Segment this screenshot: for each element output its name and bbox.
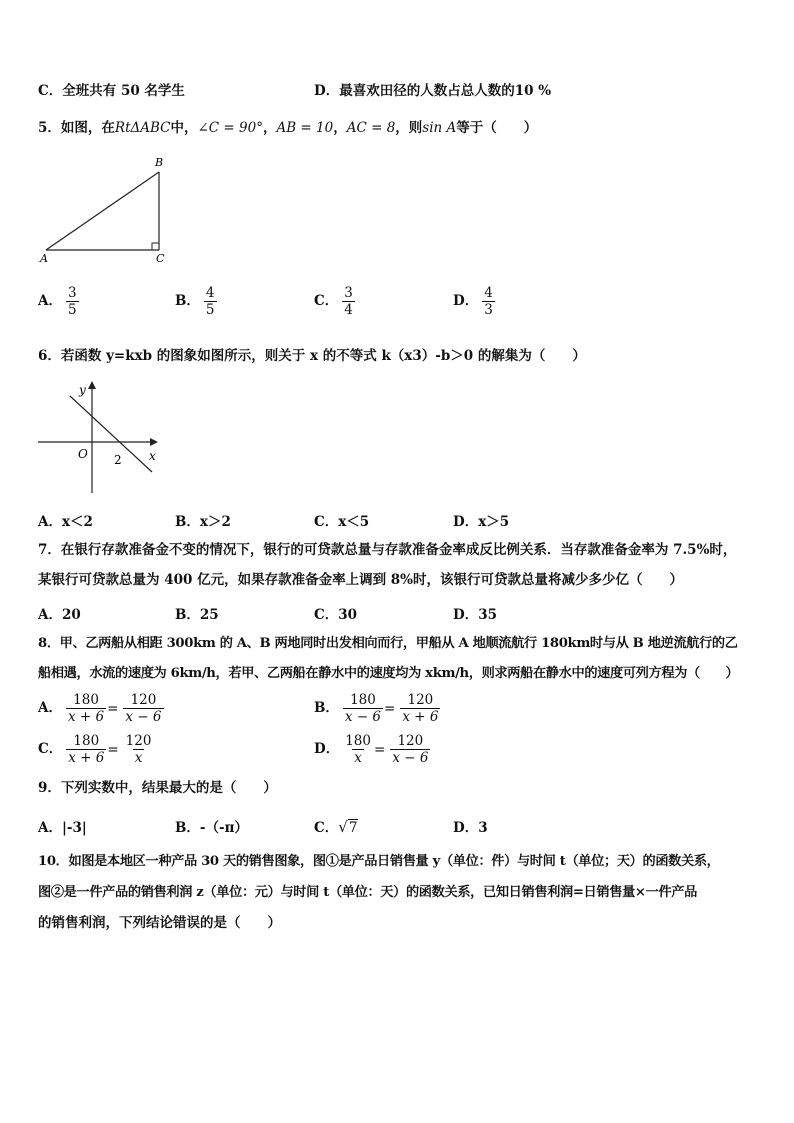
label-c: C (156, 252, 165, 265)
q8-option-c: C． $\frac{180}{x + 6}$ = $\frac{120}{x}$ (38, 733, 152, 766)
q10-line-1: 10．如图是本地区一种产品 30 天的销售图象，图①是产品日销售量 y（单位：件）与时间 t（单位；天）的函数关系， (38, 854, 720, 869)
label-2: 2 (114, 453, 122, 467)
fraction: $\frac{3}{5}$ (67, 285, 77, 318)
q7-line-2: 某银行可贷款总量为 400 亿元，如果存款准备金率上调到 8%时，该银行可贷款总量将减少多少亿（ ） (38, 572, 683, 588)
right-angle-mark (152, 243, 159, 250)
q5-triangle-figure (30, 155, 180, 265)
fraction-left: $\frac{180}{x + 6}$ (67, 692, 105, 725)
y-axis-arrow (88, 381, 96, 389)
q5-option-c: C． $\frac{3}{4}$ (314, 285, 353, 318)
q5-option-b: B． $\frac{4}{5}$ (175, 285, 215, 318)
q9-option-a: A．|-3| (38, 820, 87, 836)
fraction-left: $\frac{180}{x - 6}$ (344, 692, 382, 725)
fraction-right: $\frac{120}{x - 6}$ (392, 733, 429, 766)
q9-stem: 9．下列实数中，结果最大的是（ ） (38, 780, 277, 796)
q6-stem: 6．若函数 y=kxb 的图象如图所示，则关于 x 的不等式 k（x3）-b＞0 的解集为（ ） (38, 348, 586, 364)
fraction: $\frac{4}{5}$ (205, 285, 215, 318)
q8-line-1: 8．甲、乙两船从相距 300km 的 A、B 两地同时出发相向而行，甲船从 A 地顺流航行 180km时与从 B 地逆流航行的乙 (38, 636, 738, 651)
q9-option-c: C．√7 (314, 818, 358, 836)
q6-option-b: B．x＞2 (175, 514, 231, 530)
fraction-right: $\frac{120}{x + 6}$ (402, 692, 439, 725)
q10-line-3: 的销售利润，下列结论错误的是（ ） (38, 915, 281, 931)
q7-option-a: A．20 (38, 607, 81, 623)
label-a: A (40, 252, 48, 265)
q7-line-1: 7．在银行存款准备金不变的情况下，银行的可贷款总量与存款准备金率成反比例关系．当存款准备金率为 7.5%时， (38, 542, 737, 558)
q10-line-2: 图②是一件产品的销售利润 z（单位：元）与时间 t（单位：天）的函数关系，已知日销售利润=日销售量×一件产品 (38, 885, 697, 900)
fraction-right: $\frac{120}{x - 6}$ (125, 692, 162, 725)
q8-option-d: D． $\frac{180}{x}$ = $\frac{120}{x - 6}$ (314, 733, 429, 766)
q9-option-d: D．3 (453, 820, 488, 836)
q8-option-b: B． $\frac{180}{x - 6}$ = $\frac{120}{x + 6}$ (314, 692, 439, 725)
label-y: y (79, 383, 86, 397)
q6-option-d: D．x＞5 (453, 514, 510, 530)
q8-line-2: 船相遇，水流的速度为 6km/h，若甲、乙两船在静水中的速度均为 xkm/h，则求两船在静水中的速度可列方程为（ ） (38, 666, 739, 681)
q4-option-d: D．最喜欢田径的人数占总人数的10 % (314, 83, 552, 99)
q7-option-d: D．35 (453, 607, 497, 623)
q4-option-c: C．全班共有 50 名学生 (38, 83, 185, 99)
sqrt-symbol: √ (338, 818, 348, 836)
q5-option-d: D． $\frac{4}{3}$ (453, 285, 493, 318)
x-axis-arrow (150, 438, 158, 446)
q8-option-a: A． $\frac{180}{x + 6}$ = $\frac{120}{x - 6}$ (38, 692, 162, 725)
fraction-left: $\frac{180}{x}$ (345, 733, 371, 766)
q5-stem: 5．如图，在RtΔABC中，∠C = 90°，AB = 10，AC = 8，则sin A等于（ ） (38, 120, 538, 136)
fraction-right: $\frac{120}{x}$ (125, 733, 152, 766)
q9-option-b: B．-（-π） (175, 820, 248, 836)
fraction: $\frac{4}{3}$ (484, 285, 493, 318)
q5-option-a: A． $\frac{3}{5}$ (38, 285, 77, 318)
sqrt-radicand: 7 (348, 820, 358, 836)
fraction: $\frac{3}{4}$ (344, 285, 353, 318)
q6-option-a: A．x＜2 (38, 514, 93, 530)
q6-graph-figure (36, 378, 166, 496)
q6-option-c: C．x＜5 (314, 514, 370, 530)
q7-option-b: B．25 (175, 607, 219, 623)
fraction-left: $\frac{180}{x + 6}$ (68, 733, 105, 766)
q7-option-c: C．30 (314, 607, 358, 623)
label-origin: O (78, 447, 88, 461)
label-b: B (155, 156, 164, 169)
triangle-side-ab (46, 172, 159, 250)
label-x: x (149, 449, 156, 463)
